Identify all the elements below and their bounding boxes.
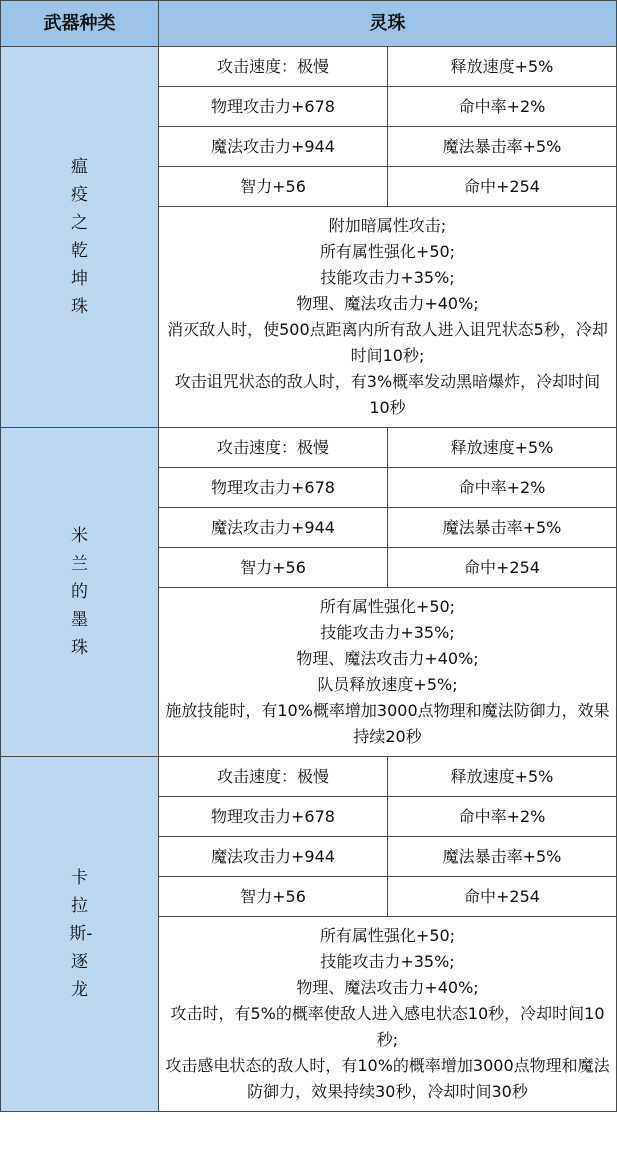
effect-line: 物理、魔法攻击力+40%; bbox=[296, 649, 479, 668]
stat-cell-left: 智力+56 bbox=[159, 877, 388, 917]
weapon-name-cell bbox=[1, 47, 159, 428]
effect-line: 所有属性强化+50; bbox=[319, 242, 456, 261]
stat-cell-left: 攻击速度：极慢 bbox=[159, 428, 388, 468]
stat-row bbox=[1, 47, 617, 87]
header-orb: 灵珠 bbox=[159, 1, 617, 47]
effect-line: 攻击诅咒状态的敌人时，有3%概率发动黑暗爆炸，冷却时间10秒 bbox=[174, 372, 601, 417]
effect-description-cell bbox=[159, 207, 617, 428]
effect-line: 所有属性强化+50; bbox=[319, 597, 456, 616]
stat-cell-left: 攻击速度：极慢 bbox=[159, 47, 388, 87]
stat-cell-right: 命中+254 bbox=[388, 167, 617, 207]
stat-cell-right: 释放速度+5% bbox=[388, 757, 617, 797]
effect-line: 物理、魔法攻击力+40%; bbox=[296, 978, 479, 997]
stat-cell-right: 魔法暴击率+5% bbox=[388, 508, 617, 548]
table-header-row bbox=[1, 1, 617, 47]
stat-cell-left: 物理攻击力+678 bbox=[159, 797, 388, 837]
stat-cell-right: 释放速度+5% bbox=[388, 428, 617, 468]
stat-cell-left: 魔法攻击力+944 bbox=[159, 837, 388, 877]
weapon-name-cell bbox=[1, 428, 159, 757]
weapon-name: 米兰的墨珠 bbox=[70, 526, 88, 658]
stat-cell-right: 命中率+2% bbox=[388, 797, 617, 837]
effect-description-cell bbox=[159, 588, 617, 757]
effect-line: 物理、魔法攻击力+40%; bbox=[296, 294, 479, 313]
stat-cell-left: 智力+56 bbox=[159, 548, 388, 588]
weapon-name-cell bbox=[1, 757, 159, 1112]
weapon-name: 瘟疫之乾坤珠 bbox=[70, 157, 88, 317]
table-body bbox=[1, 47, 617, 1112]
effect-line: 所有属性强化+50; bbox=[319, 926, 456, 945]
stat-cell-right: 命中率+2% bbox=[388, 468, 617, 508]
stat-cell-right: 魔法暴击率+5% bbox=[388, 127, 617, 167]
stat-cell-right: 释放速度+5% bbox=[388, 47, 617, 87]
stat-cell-left: 物理攻击力+678 bbox=[159, 468, 388, 508]
effect-line: 消灭敌人时，使500点距离内所有敌人进入诅咒状态5秒，冷却时间10秒; bbox=[167, 320, 608, 365]
stat-cell-left: 智力+56 bbox=[159, 167, 388, 207]
stat-cell-left: 物理攻击力+678 bbox=[159, 87, 388, 127]
effect-line: 施放技能时，有10%概率增加3000点物理和魔法防御力，效果持续20秒 bbox=[165, 701, 610, 746]
stat-row bbox=[1, 757, 617, 797]
header-weapon-type: 武器种类 bbox=[1, 1, 159, 47]
effect-line: 技能攻击力+35%; bbox=[320, 268, 455, 287]
effect-line: 攻击感电状态的敌人时，有10%的概率增加3000点物理和魔法防御力，效果持续30秒，冷却时间30秒 bbox=[165, 1056, 610, 1101]
stat-cell-right: 命中+254 bbox=[388, 877, 617, 917]
effect-description-cell bbox=[159, 917, 617, 1112]
stat-cell-left: 攻击速度：极慢 bbox=[159, 757, 388, 797]
effect-line: 攻击时，有5%的概率使敌人进入感电状态10秒，冷却时间10秒; bbox=[170, 1004, 605, 1049]
stat-cell-right: 魔法暴击率+5% bbox=[388, 837, 617, 877]
effect-line: 队员释放速度+5%; bbox=[317, 675, 458, 694]
stat-cell-right: 命中+254 bbox=[388, 548, 617, 588]
effect-line: 附加暗属性攻击; bbox=[328, 216, 447, 235]
effect-line: 技能攻击力+35%; bbox=[320, 952, 455, 971]
stat-cell-left: 魔法攻击力+944 bbox=[159, 508, 388, 548]
stat-row bbox=[1, 428, 617, 468]
effect-line: 技能攻击力+35%; bbox=[320, 623, 455, 642]
stat-cell-right: 命中率+2% bbox=[388, 87, 617, 127]
stat-cell-left: 魔法攻击力+944 bbox=[159, 127, 388, 167]
weapon-name: 卡拉斯-逐龙 bbox=[69, 868, 93, 1000]
